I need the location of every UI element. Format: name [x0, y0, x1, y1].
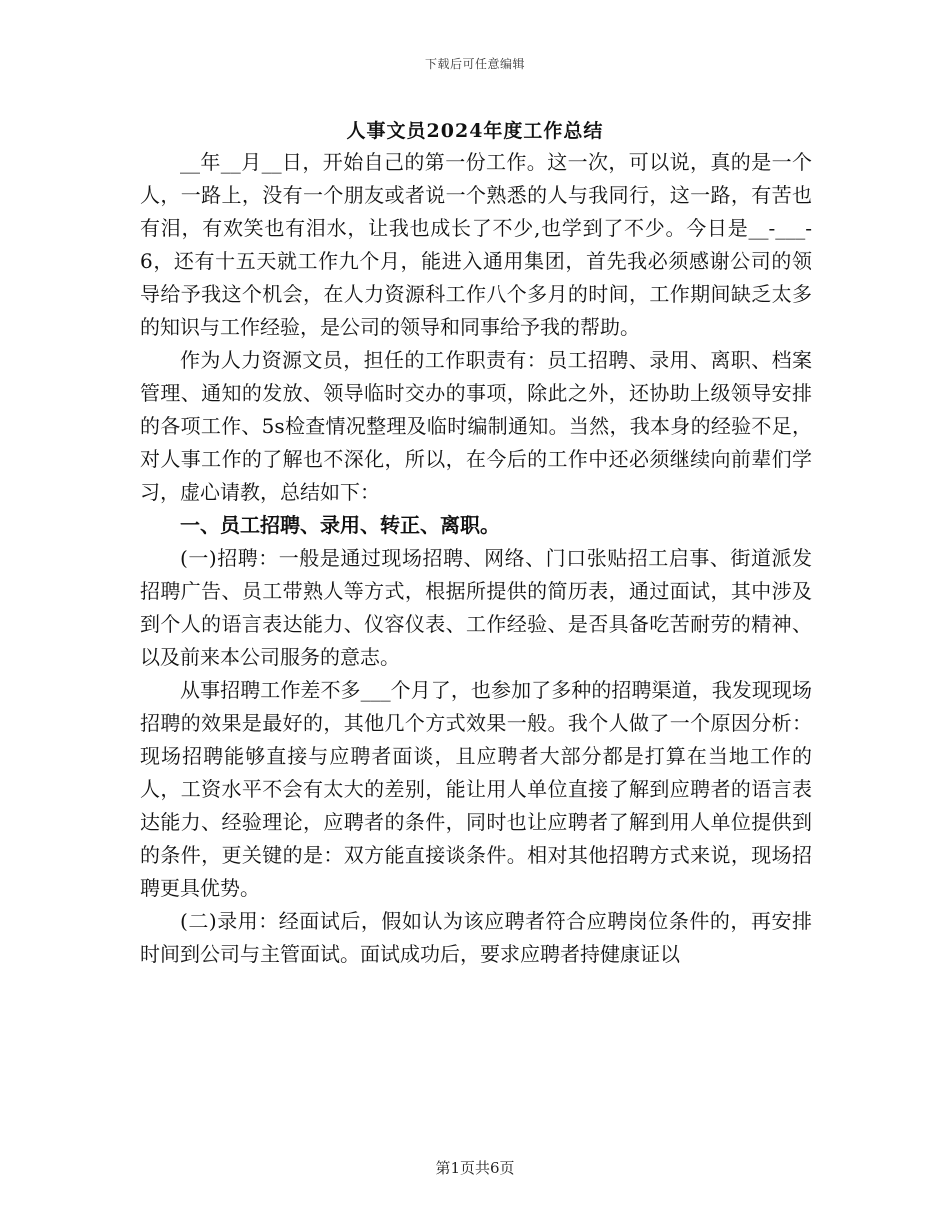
- page-footer-number: 第1页共6页: [435, 1159, 515, 1177]
- hiring-paragraph: (二)录用：经面试后，假如认为该应聘者符合应聘岗位条件的，再安排时间到公司与主管面试。面试成功后，要求应聘者持健康证以: [140, 909, 812, 966]
- intro-paragraph: __年__月__日，开始自己的第一份工作。这一次，可以说，真的是一个人，一路上，没有一个朋友或者说一个熟悉的人与我同行，这一路，有苦也有泪，有欢笑也有泪水，让我也成长了不少,也学到了不少。今日是__-___-6，还有十五天就工作九个月，能进入通用集团，首先我必须感谢公司的领导给予我这个机会，在人力资源科工作八个多月的时间，工作期间缺乏太多的知识与工作经验，是公司的领导和同事给予我的帮助。: [140, 150, 812, 339]
- section-heading: 一、员工招聘、录用、转正、离职。: [180, 513, 500, 537]
- recruitment-paragraph: (一)招聘：一般是通过现场招聘、网络、门口张贴招工启事、街道派发招聘广告、员工带熟人等方式，根据所提供的简历表，通过面试，其中涉及到个人的语言表达能力、仪容仪表、工作经验、是否具备吃苦耐劳的精神、以及前来本公司服务的意志。: [140, 546, 812, 669]
- document-title: 人事文员2024年度工作总结: [346, 120, 604, 142]
- page-header-note: 下载后可任意编辑: [424, 57, 525, 71]
- document-body: [140, 146, 812, 971]
- duties-paragraph: 作为人力资源文员，担任的工作职责有：员工招聘、录用、离职、档案管理、通知的发放、领导临时交办的事项，除此之外，还协助上级领导安排的各项工作、5s检查情况整理及临时编制通知。当然，我本身的经验不足，对人事工作的了解也不深化，所以，在今后的工作中还必须继续向前辈们学习，虚心请教，总结如下：: [140, 348, 812, 504]
- recruitment-analysis-paragraph: 从事招聘工作差不多___个月了，也参加了多种的招聘渠道，我发现现场招聘的效果是最好的，其他几个方式效果一般。我个人做了一个原因分析：现场招聘能够直接与应聘者面谈，且应聘者大部分都是打算在当地工作的人，工资水平不会有太大的差别，能让用人单位直接了解到应聘者的语言表达能力、经验理论，应聘者的条件，同时也让应聘者了解到用人单位提供到的条件，更关键的是：双方能直接谈条件。相对其他招聘方式来说，现场招聘更具优势。: [140, 678, 812, 900]
